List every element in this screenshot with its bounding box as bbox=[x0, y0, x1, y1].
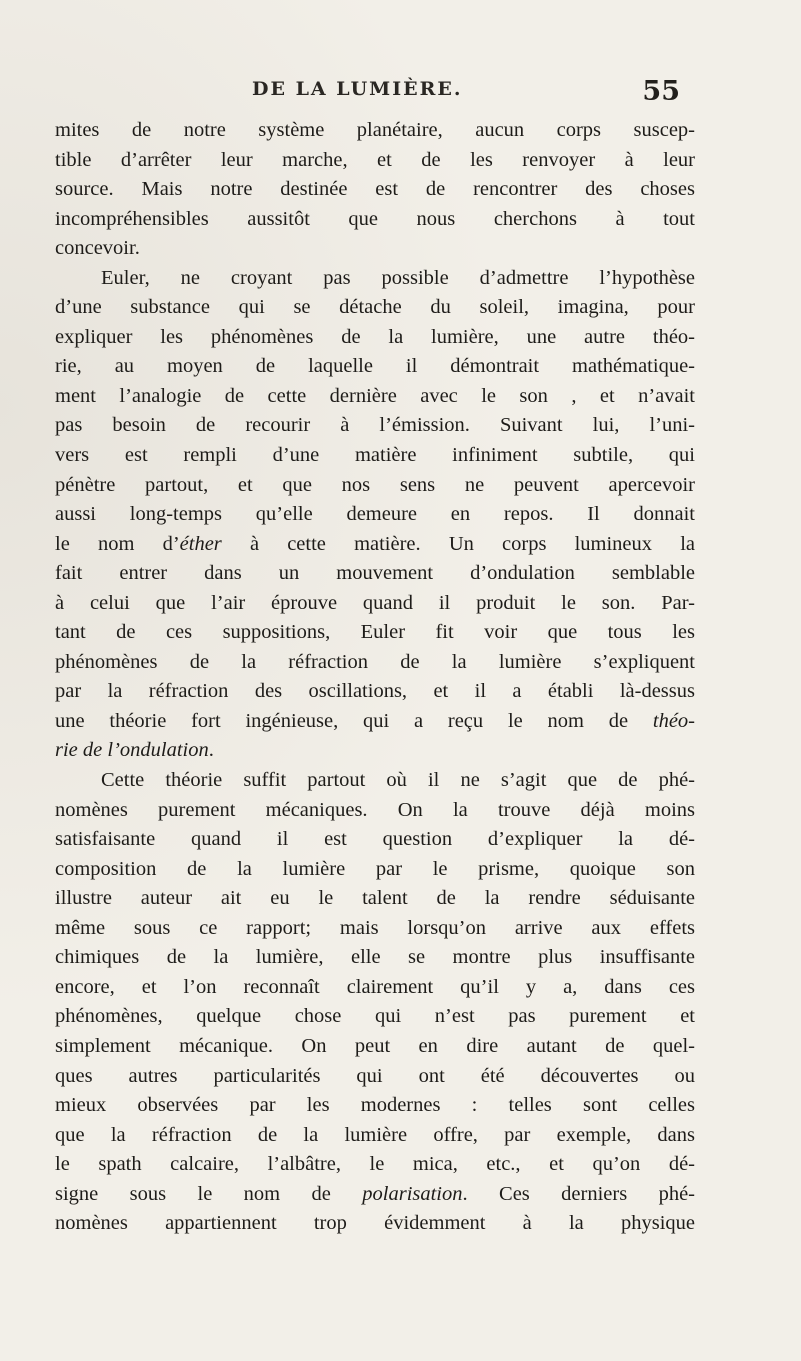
text-line bbox=[55, 589, 695, 619]
line-text: ment l’analogie de cette dernière avec le son , et n’avait bbox=[55, 384, 695, 407]
text-line bbox=[55, 411, 695, 441]
text-line bbox=[55, 914, 695, 944]
text-line bbox=[55, 175, 695, 205]
line-text: à cette matière. Un corps lumineux la bbox=[221, 532, 695, 555]
text-line bbox=[55, 648, 695, 678]
text-line bbox=[55, 234, 695, 264]
line-text: nomènes appartiennent trop évidemment à la physique bbox=[55, 1212, 695, 1235]
text-line bbox=[55, 1062, 695, 1092]
line-text: concevoir. bbox=[55, 237, 140, 260]
line-text: le nom d’ bbox=[55, 532, 180, 555]
text-line bbox=[55, 382, 695, 412]
line-text: expliquer les phénomènes de la lumière, une autre théo- bbox=[55, 325, 695, 348]
line-text: vers est rempli d’une matière infiniment subtile, qui bbox=[55, 444, 695, 467]
text-line bbox=[55, 559, 695, 589]
text-line bbox=[55, 796, 695, 826]
line-text: mites de notre système planétaire, aucun corps suscep- bbox=[55, 119, 695, 141]
text-line bbox=[55, 825, 695, 855]
line-text: tible d’arrêter leur marche, et de les renvoyer à leur bbox=[55, 148, 695, 171]
line-text: ques autres particularités qui ont été découvertes ou bbox=[55, 1064, 695, 1087]
text-line bbox=[55, 264, 695, 294]
text-line bbox=[55, 707, 695, 737]
line-text: . bbox=[208, 739, 214, 762]
line-text: par la réfraction des oscillations, et il a établi là-dessus bbox=[55, 680, 695, 703]
text-line bbox=[55, 293, 695, 323]
text-line bbox=[55, 352, 695, 382]
line-text: Euler, ne croyant pas possible d’admettre l’hypothèse bbox=[101, 266, 695, 289]
line-text: phénomènes, quelque chose qui n’est pas purement et bbox=[55, 1005, 695, 1028]
line-text: fait entrer dans un mouvement d’ondulation semblable bbox=[55, 562, 695, 585]
line-text: phénomènes de la réfraction de la lumière s’expliquent bbox=[55, 650, 695, 673]
text-line bbox=[55, 116, 695, 146]
line-text: le spath calcaire, l’albâtre, le mica, etc., et qu’on dé- bbox=[55, 1153, 695, 1176]
text-line bbox=[55, 1002, 695, 1032]
line-text: incompréhensibles aussitôt que nous cherchons à tout bbox=[55, 207, 695, 230]
text-line bbox=[55, 1091, 695, 1121]
text-line bbox=[55, 1121, 695, 1151]
text-line bbox=[55, 205, 695, 235]
line-text: pénètre partout, et que nos sens ne peuvent apercevoir bbox=[55, 473, 695, 496]
italic-term: polarisation bbox=[362, 1182, 463, 1205]
line-text: même sous ce rapport; mais lorsqu’on arrive aux effets bbox=[55, 916, 695, 939]
text-line bbox=[55, 500, 695, 530]
text-line bbox=[55, 677, 695, 707]
line-text: que la réfraction de la lumière offre, par exemple, dans bbox=[55, 1123, 695, 1146]
line-text: aussi long-temps qu’elle demeure en repos. Il donnait bbox=[55, 503, 695, 526]
line-text: à celui que l’air éprouve quand il produit le son. Par- bbox=[55, 591, 695, 614]
text-line bbox=[55, 1150, 695, 1180]
text-line bbox=[55, 1209, 695, 1239]
text-line bbox=[55, 855, 695, 885]
line-text: mieux observées par les modernes : telles sont celles bbox=[55, 1094, 695, 1117]
text-line bbox=[55, 943, 695, 973]
line-text: d’une substance qui se détache du soleil, imagina, pour bbox=[55, 296, 695, 319]
page-header bbox=[92, 76, 682, 112]
body-text bbox=[55, 116, 695, 1239]
text-line bbox=[55, 471, 695, 501]
italic-term: éther bbox=[179, 532, 222, 555]
line-text: . Ces derniers phé- bbox=[462, 1182, 696, 1205]
line-text: simplement mécanique. On peut en dire autant de quel- bbox=[55, 1034, 695, 1057]
page-number: 55 bbox=[642, 76, 680, 107]
running-head: DE LA LUMIÈRE. bbox=[252, 78, 463, 100]
line-text: Cette théorie suffit partout où il ne s’agit que de phé- bbox=[101, 769, 695, 792]
text-line bbox=[55, 884, 695, 914]
line-text: nomènes purement mécaniques. On la trouve déjà moins bbox=[55, 798, 695, 821]
line-text: chimiques de la lumière, elle se montre plus insuffisante bbox=[55, 946, 695, 969]
text-line bbox=[55, 323, 695, 353]
line-text: signe sous le nom de bbox=[55, 1182, 363, 1205]
line-text: composition de la lumière par le prisme, quoique son bbox=[55, 857, 695, 880]
line-text: satisfaisante quand il est question d’expliquer la dé- bbox=[55, 828, 695, 851]
line-text: encore, et l’on reconnaît clairement qu’il y a, dans ces bbox=[55, 975, 695, 998]
text-line bbox=[55, 736, 695, 766]
text-line bbox=[55, 1180, 695, 1210]
line-text: rie, au moyen de laquelle il démontrait mathématique- bbox=[55, 355, 695, 378]
text-line bbox=[55, 146, 695, 176]
line-text: illustre auteur ait eu le talent de la rendre séduisante bbox=[55, 887, 695, 910]
line-text: source. Mais notre destinée est de rencontrer des choses bbox=[55, 178, 695, 201]
line-text: pas besoin de recourir à l’émission. Suivant lui, l’uni- bbox=[55, 414, 695, 437]
text-line bbox=[55, 441, 695, 471]
text-line bbox=[55, 1032, 695, 1062]
text-line bbox=[55, 766, 695, 796]
line-text: tant de ces suppositions, Euler fit voir que tous les bbox=[55, 621, 695, 644]
text-line bbox=[55, 530, 695, 560]
italic-term: théo- bbox=[652, 709, 695, 732]
line-text: une théorie fort ingénieuse, qui a reçu le nom de bbox=[55, 709, 653, 732]
text-line bbox=[55, 973, 695, 1003]
italic-term: rie de l’ondulation bbox=[55, 739, 209, 762]
text-line bbox=[55, 618, 695, 648]
